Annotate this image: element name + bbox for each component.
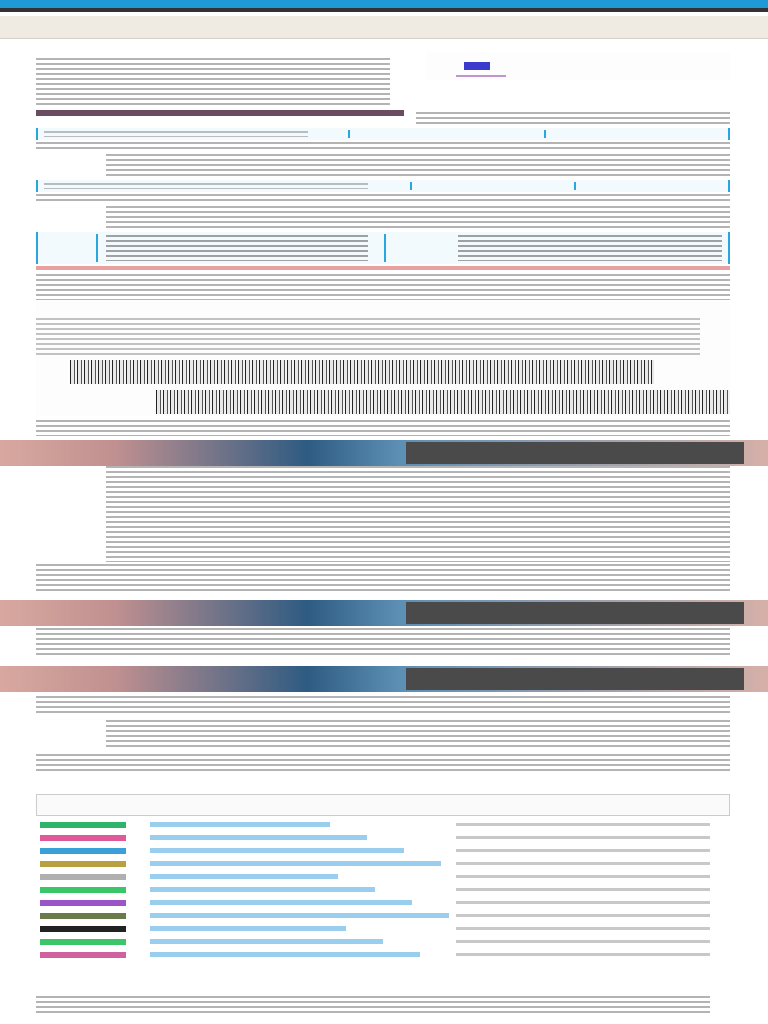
related-link[interactable] (150, 913, 449, 918)
link-meta (456, 940, 710, 943)
link-thumbnail[interactable] (40, 913, 126, 919)
data-table (36, 128, 730, 140)
table-cell (106, 235, 368, 261)
related-link-row[interactable] (36, 846, 730, 856)
link-thumbnail[interactable] (40, 835, 126, 841)
paragraph (36, 318, 700, 356)
ad-banner[interactable] (0, 440, 768, 466)
table-divider (348, 130, 350, 138)
related-link[interactable] (150, 848, 404, 853)
link-thumbnail[interactable] (40, 861, 126, 867)
related-link[interactable] (150, 926, 346, 931)
related-link-row[interactable] (36, 885, 730, 895)
related-link[interactable] (150, 822, 330, 827)
figure-track (70, 360, 654, 384)
paragraph (36, 564, 730, 594)
ad-banner-box[interactable] (406, 442, 744, 464)
table-cell (44, 131, 308, 137)
paragraph (416, 112, 730, 124)
related-link[interactable] (150, 874, 338, 879)
ad-banner[interactable] (0, 666, 768, 692)
paragraph (36, 754, 730, 774)
link-thumbnail[interactable] (40, 952, 126, 958)
ad-banner-box[interactable] (406, 668, 744, 690)
table-divider (384, 234, 386, 262)
link-meta (456, 875, 710, 878)
table-divider (96, 234, 98, 262)
paragraph (36, 274, 730, 300)
related-link[interactable] (150, 861, 441, 866)
table-divider (574, 182, 576, 190)
intro-paragraph (36, 58, 390, 108)
link-thumbnail[interactable] (40, 939, 126, 945)
table-cell (44, 183, 368, 189)
data-table (36, 232, 730, 264)
paragraph (36, 420, 730, 436)
header-figure-graphic (426, 52, 546, 80)
link-thumbnail[interactable] (40, 926, 126, 932)
link-thumbnail[interactable] (40, 874, 126, 880)
related-link[interactable] (150, 952, 420, 957)
link-thumbnail[interactable] (40, 900, 126, 906)
table-cell (458, 235, 722, 261)
ad-banner-box[interactable] (406, 602, 744, 624)
link-meta (456, 862, 710, 865)
related-link-row[interactable] (36, 820, 730, 830)
related-link-row[interactable] (36, 872, 730, 882)
link-meta (456, 888, 710, 891)
ad-banner[interactable] (0, 600, 768, 626)
related-link-row[interactable] (36, 924, 730, 934)
related-link[interactable] (150, 835, 367, 840)
link-meta (456, 849, 710, 852)
related-link[interactable] (150, 939, 383, 944)
related-link-row[interactable] (36, 937, 730, 947)
table-divider (410, 182, 412, 190)
link-meta (456, 901, 710, 904)
paragraph (36, 628, 730, 658)
related-links-list (36, 820, 730, 980)
section-divider (36, 110, 404, 116)
header-figure (426, 52, 730, 80)
highlighted-line (36, 266, 730, 270)
related-link-row[interactable] (36, 859, 730, 869)
related-link-row[interactable] (36, 950, 730, 960)
article-body (36, 0, 730, 1024)
related-link-row[interactable] (36, 833, 730, 843)
link-thumbnail[interactable] (40, 848, 126, 854)
link-meta (456, 953, 710, 956)
table-divider (544, 130, 546, 138)
related-link-row[interactable] (36, 911, 730, 921)
definition-list (106, 206, 730, 228)
definition-list (106, 720, 730, 750)
link-thumbnail[interactable] (40, 887, 126, 893)
link-meta (456, 823, 710, 826)
data-table (36, 180, 730, 192)
paragraph (36, 142, 730, 152)
paragraph (36, 696, 730, 716)
definition-list (106, 466, 730, 562)
search-box[interactable] (36, 794, 730, 816)
link-meta (456, 914, 710, 917)
paragraph (36, 194, 730, 204)
link-meta (456, 927, 710, 930)
link-thumbnail[interactable] (40, 822, 126, 828)
link-meta (456, 836, 710, 839)
related-link-row[interactable] (36, 898, 730, 908)
footer-text (36, 996, 710, 1014)
related-link[interactable] (150, 887, 375, 892)
related-link[interactable] (150, 900, 412, 905)
figure-track (156, 390, 730, 414)
definition-list (106, 154, 730, 176)
